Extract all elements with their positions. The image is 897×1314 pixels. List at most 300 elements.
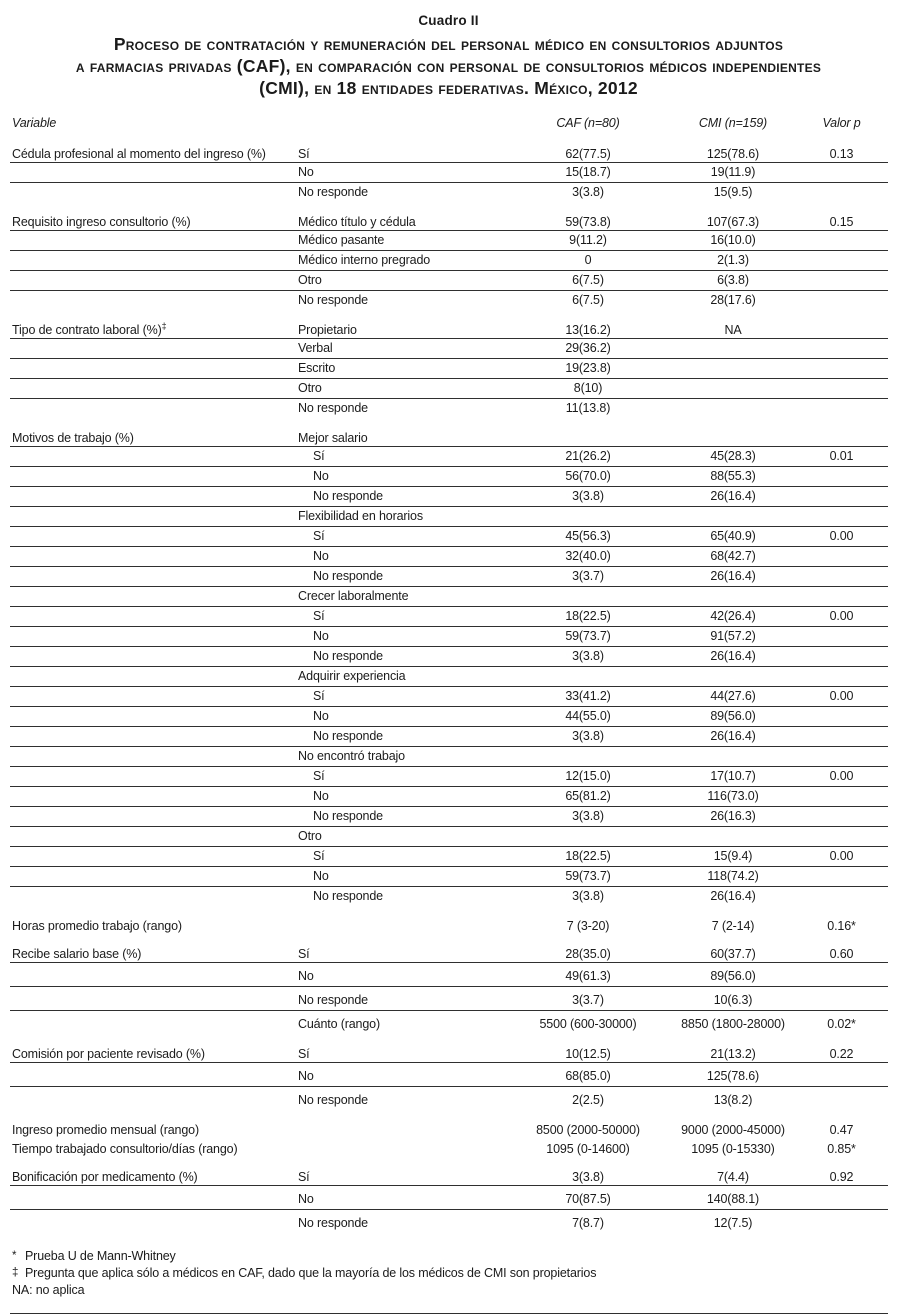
group-spacer — [10, 1034, 888, 1043]
category-label: Sí — [298, 1170, 310, 1185]
table-row — [10, 427, 888, 447]
cell-variable — [10, 684, 298, 686]
footnote-text: Pregunta que aplica sólo a médicos en CAF, dado que la mayoría de los médicos de CMI son propietarios — [25, 1266, 597, 1280]
cell-cmi-value — [663, 549, 803, 566]
cell-category — [298, 749, 513, 766]
group-spacer — [10, 906, 888, 915]
table-row — [10, 1119, 888, 1138]
caf-value: 21(26.2) — [565, 449, 611, 463]
table-row — [10, 1087, 888, 1110]
cell-p-value — [803, 215, 880, 232]
cell-cmi-value — [663, 449, 803, 466]
cell-cmi-value — [663, 609, 803, 626]
table-row — [10, 447, 888, 467]
cmi-value: 7(4.4) — [717, 1170, 749, 1185]
cell-category — [298, 361, 513, 378]
table-row — [10, 1210, 888, 1233]
cell-cmi-value — [663, 689, 803, 706]
cell-category — [298, 889, 513, 906]
category-label: No — [298, 1069, 314, 1083]
cell-cmi-value — [663, 165, 803, 182]
column-header-caf: CAF (n=80) — [556, 116, 620, 130]
cell-category — [298, 629, 513, 646]
category-label: No — [298, 969, 314, 983]
category-label: No — [313, 709, 329, 723]
cell-cmi-value — [663, 709, 803, 726]
cell-category — [298, 323, 513, 340]
table-row — [10, 627, 888, 647]
cell-caf-value — [513, 147, 663, 164]
category-label: No — [313, 549, 329, 563]
cmi-value: 9000 (2000-45000) — [681, 1123, 785, 1138]
variable-label: Cédula profesional al momento del ingreso (%) — [12, 147, 266, 162]
cell-variable — [10, 764, 298, 766]
caf-value: 7 (3-20) — [566, 919, 610, 934]
cell-cmi-value — [663, 1093, 803, 1110]
cell-p-value — [803, 769, 880, 786]
cell-variable — [10, 1231, 298, 1233]
table-row — [10, 319, 888, 339]
variable-label: Comisión por paciente revisado (%) — [12, 1047, 205, 1062]
cell-variable — [10, 1166, 298, 1187]
cell-cmi-value — [663, 273, 803, 290]
cell-variable — [10, 180, 298, 182]
cell-caf-value — [513, 1142, 663, 1159]
cell-p-value — [803, 919, 880, 936]
category-label: Sí — [298, 147, 310, 162]
cell-p-value — [803, 524, 880, 526]
cell-caf-value — [513, 1123, 663, 1140]
cmi-value: 26(16.4) — [710, 729, 756, 743]
cell-p-value — [803, 288, 880, 290]
table-row — [10, 827, 888, 847]
cell-p-value — [803, 984, 880, 986]
cell-category — [298, 829, 513, 846]
category-label: No responde — [313, 649, 383, 663]
cmi-value: 2(1.3) — [717, 253, 749, 267]
cell-category — [298, 1192, 513, 1209]
caf-value: 32(40.0) — [565, 549, 611, 563]
cell-cmi-value — [663, 489, 803, 506]
cell-category — [298, 185, 513, 202]
table-row — [10, 163, 888, 183]
cell-variable — [10, 396, 298, 398]
cell-cmi-value — [663, 849, 803, 866]
category-label: Médico título y cédula — [298, 215, 416, 230]
caf-value: 13(16.2) — [565, 323, 611, 338]
cell-variable — [10, 1138, 298, 1159]
cell-p-value — [803, 147, 880, 164]
cell-category — [298, 381, 513, 398]
category-label: Sí — [313, 529, 325, 543]
variable-label: Motivos de trabajo (%) — [12, 431, 134, 446]
p-value: 0.22 — [829, 1047, 854, 1062]
cell-cmi-value — [663, 764, 803, 766]
table-row — [10, 807, 888, 827]
cell-caf-value — [513, 469, 663, 486]
cell-caf-value — [513, 323, 663, 340]
cell-p-value — [803, 1207, 880, 1209]
category-label: No responde — [298, 993, 368, 1007]
category-label: No — [298, 165, 314, 179]
table-row — [10, 379, 888, 399]
category-label: No — [313, 629, 329, 643]
cell-cmi-value — [663, 1192, 803, 1209]
cell-caf-value — [513, 273, 663, 290]
cell-variable — [10, 524, 298, 526]
cell-category — [298, 993, 513, 1010]
caf-value: 9(11.2) — [569, 233, 607, 247]
cell-variable — [10, 784, 298, 786]
cell-variable — [10, 724, 298, 726]
category-label: Escrito — [298, 361, 336, 375]
category-label: No responde — [313, 569, 383, 583]
category-label: Médico pasante — [298, 233, 385, 247]
caf-value: 2(2.5) — [572, 1093, 604, 1107]
table-row — [10, 915, 888, 934]
cmi-value: 26(16.4) — [710, 649, 756, 663]
cell-caf-value — [513, 684, 663, 686]
cell-caf-value — [513, 361, 663, 378]
cell-category — [298, 809, 513, 826]
cmi-value: 19(11.9) — [710, 165, 756, 179]
cell-caf-value — [513, 165, 663, 182]
table-row — [10, 231, 888, 251]
cmi-value: 118(74.2) — [707, 869, 759, 883]
cell-cmi-value — [663, 919, 803, 936]
cell-category — [298, 849, 513, 866]
table-row — [10, 1063, 888, 1087]
table-row — [10, 1186, 888, 1210]
cell-p-value — [803, 396, 880, 398]
cell-cmi-value — [663, 524, 803, 526]
caf-value: 56(70.0) — [565, 469, 611, 483]
cell-caf-value — [513, 869, 663, 886]
double-dagger-marker: ‡ — [12, 1267, 19, 1279]
p-value: 0.15 — [829, 215, 854, 230]
caf-value: 1095 (0-14600) — [546, 1142, 630, 1157]
cell-caf-value — [513, 1069, 663, 1086]
category-label: Otro — [298, 273, 322, 287]
cell-category — [298, 569, 513, 586]
cell-cmi-value — [663, 356, 803, 358]
cell-p-value — [803, 584, 880, 586]
cmi-value: 26(16.4) — [710, 489, 756, 503]
cell-caf-value — [513, 569, 663, 586]
cell-p-value — [803, 1123, 880, 1140]
cmi-value: 65(40.9) — [710, 529, 756, 543]
cell-p-value — [803, 338, 880, 340]
caf-value: 15(18.7) — [565, 165, 611, 179]
cell-p-value — [803, 1047, 880, 1064]
category-label: Propietario — [298, 323, 357, 338]
cell-caf-value — [513, 969, 663, 986]
cell-variable — [10, 268, 298, 270]
cell-p-value — [803, 1231, 880, 1233]
category-label: No — [313, 869, 329, 883]
cell-caf-value — [513, 233, 663, 250]
cell-category — [298, 1093, 513, 1110]
category-label: No responde — [298, 293, 368, 307]
cell-variable — [10, 864, 298, 866]
cell-variable — [10, 416, 298, 418]
cell-caf-value — [513, 446, 663, 448]
variable-label: Bonificación por medicamento (%) — [12, 1170, 198, 1185]
cell-caf-value — [513, 789, 663, 806]
table-title — [0, 33, 897, 99]
category-label: Sí — [313, 609, 325, 623]
category-label: No responde — [298, 1216, 368, 1230]
cmi-value: 13(8.2) — [713, 1093, 753, 1107]
caf-value: 12(15.0) — [565, 769, 611, 783]
cell-p-value — [803, 449, 880, 466]
cell-p-value — [803, 724, 880, 726]
cell-cmi-value — [663, 376, 803, 378]
p-value: 0.00 — [829, 849, 854, 863]
cmi-value: 15(9.4) — [713, 849, 753, 863]
cell-category — [298, 689, 513, 706]
cell-variable — [10, 200, 298, 202]
cell-p-value — [803, 446, 880, 448]
cell-cmi-value — [663, 809, 803, 826]
table-row — [10, 727, 888, 747]
cell-caf-value — [513, 729, 663, 746]
caf-value: 3(3.8) — [572, 809, 604, 823]
cell-caf-value — [513, 401, 663, 418]
cell-cmi-value — [663, 147, 803, 164]
caf-value: 6(7.5) — [572, 273, 604, 287]
caf-value: 65(81.2) — [565, 789, 611, 803]
cell-variable — [10, 1043, 298, 1064]
cell-category — [298, 869, 513, 886]
cell-caf-value — [513, 629, 663, 646]
cell-caf-value — [513, 1093, 663, 1110]
cmi-value: 125(78.6) — [706, 1069, 760, 1083]
caf-value: 18(22.5) — [565, 849, 611, 863]
cell-caf-value — [513, 947, 663, 964]
group-spacer — [10, 202, 888, 211]
cell-variable — [10, 704, 298, 706]
cell-variable — [10, 984, 298, 986]
variable-label: Tipo de contrato laboral (%) — [12, 323, 162, 338]
cell-category — [298, 529, 513, 546]
table-row — [10, 687, 888, 707]
cell-caf-value — [513, 529, 663, 546]
caf-value: 59(73.7) — [565, 629, 611, 643]
cell-variable — [10, 376, 298, 378]
cell-cmi-value — [663, 604, 803, 606]
cell-category — [298, 509, 513, 526]
cell-variable — [10, 844, 298, 846]
cell-variable — [10, 143, 298, 164]
footnote-text: NA: no aplica — [12, 1283, 85, 1297]
cell-caf-value — [513, 293, 663, 310]
cell-variable — [10, 211, 298, 232]
cell-caf-value — [513, 341, 663, 358]
footnote-na — [12, 1282, 887, 1299]
p-value: 0.85* — [827, 1142, 856, 1157]
cell-category — [298, 253, 513, 270]
caf-value: 19(23.8) — [565, 361, 611, 375]
variable-label: Requisito ingreso consultorio (%) — [12, 215, 191, 230]
cmi-value: 68(42.7) — [710, 549, 756, 563]
cell-category — [298, 669, 513, 686]
cell-cmi-value — [663, 1047, 803, 1064]
cell-cmi-value — [663, 253, 803, 270]
table-row — [10, 507, 888, 527]
category-label: Otro — [298, 829, 322, 843]
cell-cmi-value — [663, 529, 803, 546]
caf-value: 44(55.0) — [565, 709, 611, 723]
table-row — [10, 867, 888, 887]
cell-caf-value — [513, 449, 663, 466]
category-label: Adquirir experiencia — [298, 669, 406, 683]
cell-category — [298, 401, 513, 418]
cmi-value: 15(9.5) — [713, 185, 753, 199]
table-row — [10, 987, 888, 1011]
category-label: No responde — [313, 809, 383, 823]
cell-p-value — [803, 609, 880, 626]
cell-variable — [10, 744, 298, 746]
cmi-value: 17(10.7) — [710, 769, 756, 783]
cmi-value: 107(67.3) — [706, 215, 760, 230]
table-title-line-2: a farmacias privadas (CAF), en comparación con personal de consultorios médicos independientes — [75, 56, 822, 76]
category-label: No encontró trabajo — [298, 749, 405, 763]
cell-caf-value — [513, 215, 663, 232]
cell-cmi-value — [663, 729, 803, 746]
cell-p-value — [803, 1108, 880, 1110]
cell-variable — [10, 1008, 298, 1010]
cell-cmi-value — [663, 1142, 803, 1159]
category-label: No responde — [298, 185, 368, 199]
cell-category — [298, 1216, 513, 1233]
table-row — [10, 251, 888, 271]
table-row — [10, 647, 888, 667]
cell-p-value — [803, 947, 880, 964]
category-label: No responde — [313, 729, 383, 743]
cell-cmi-value — [663, 947, 803, 964]
cell-variable — [10, 464, 298, 466]
cell-category — [298, 273, 513, 290]
variable-label: Ingreso promedio mensual (rango) — [12, 1123, 199, 1138]
cell-cmi-value — [663, 969, 803, 986]
caf-value: 8500 (2000-50000) — [536, 1123, 640, 1138]
category-label: Médico interno pregrado — [298, 253, 431, 267]
cell-variable — [10, 1032, 298, 1034]
cell-category — [298, 431, 513, 448]
caf-value: 6(7.5) — [572, 293, 604, 307]
cell-cmi-value — [663, 889, 803, 906]
cell-variable — [10, 884, 298, 886]
table-row — [10, 963, 888, 987]
column-header-valor-p: Valor p — [822, 116, 861, 130]
cell-p-value — [803, 664, 880, 666]
caf-value: 70(87.5) — [565, 1192, 611, 1206]
cell-caf-value — [513, 809, 663, 826]
cmi-value: 26(16.3) — [710, 809, 756, 823]
cell-p-value — [803, 1170, 880, 1187]
cell-caf-value — [513, 609, 663, 626]
cell-cmi-value — [663, 416, 803, 418]
caf-value: 3(3.8) — [572, 489, 604, 503]
caf-value: 33(41.2) — [565, 689, 611, 703]
category-label: Verbal — [298, 341, 333, 355]
table-row — [10, 211, 888, 231]
cell-cmi-value — [663, 1123, 803, 1140]
cell-category — [298, 1017, 513, 1034]
table-row — [10, 943, 888, 963]
cell-cmi-value — [663, 185, 803, 202]
cmi-value: 16(10.0) — [710, 233, 756, 247]
table-body — [10, 143, 888, 1233]
cell-caf-value — [513, 1170, 663, 1187]
p-value: 0.00 — [829, 689, 854, 703]
cell-p-value — [803, 1008, 880, 1010]
cell-p-value — [803, 484, 880, 486]
table-row — [10, 667, 888, 687]
category-label: Cuánto (rango) — [298, 1017, 380, 1031]
cell-p-value — [803, 268, 880, 270]
cell-p-value — [803, 1084, 880, 1086]
table-row — [10, 359, 888, 379]
category-label: No responde — [313, 889, 383, 903]
cmi-value: 28(17.6) — [710, 293, 756, 307]
cell-variable — [10, 824, 298, 826]
cell-variable — [10, 644, 298, 646]
cell-category — [298, 489, 513, 506]
caf-value: 8(10) — [573, 381, 603, 395]
p-value: 0.16* — [827, 919, 856, 934]
category-label: No responde — [313, 489, 383, 503]
cell-caf-value — [513, 709, 663, 726]
table-row — [10, 767, 888, 787]
category-label: Crecer laboralmente — [298, 589, 409, 603]
category-label: No responde — [298, 1093, 368, 1107]
cell-category — [298, 609, 513, 626]
category-label: No — [313, 469, 329, 483]
cell-p-value — [803, 744, 880, 746]
cell-p-value — [803, 849, 880, 866]
cell-category — [298, 947, 513, 964]
cmi-value: 44(27.6) — [710, 689, 756, 703]
caf-value: 18(22.5) — [565, 609, 611, 623]
cell-cmi-value — [663, 844, 803, 846]
cmi-value: 10(6.3) — [713, 993, 753, 1007]
category-label: No — [313, 789, 329, 803]
cmi-value: 26(16.4) — [710, 569, 756, 583]
table-row — [10, 291, 888, 310]
cmi-value: 125(78.6) — [706, 147, 760, 162]
cell-category — [298, 589, 513, 606]
cell-p-value — [803, 1142, 880, 1159]
cell-caf-value — [513, 604, 663, 606]
p-value: 0.00 — [829, 609, 854, 623]
p-value: 0.02* — [827, 1017, 856, 1031]
cell-p-value — [803, 416, 880, 418]
cell-cmi-value — [663, 993, 803, 1010]
category-label: No responde — [298, 401, 368, 415]
caf-value: 10(12.5) — [565, 1047, 611, 1062]
caf-value: 29(36.2) — [565, 341, 611, 355]
p-value: 0.00 — [829, 529, 854, 543]
category-label: Sí — [313, 769, 325, 783]
cell-category — [298, 709, 513, 726]
cell-p-value — [803, 564, 880, 566]
cell-category — [298, 969, 513, 986]
table-number-label: Cuadro II — [418, 13, 479, 28]
table-row — [10, 547, 888, 567]
cmi-value: NA — [724, 323, 742, 338]
